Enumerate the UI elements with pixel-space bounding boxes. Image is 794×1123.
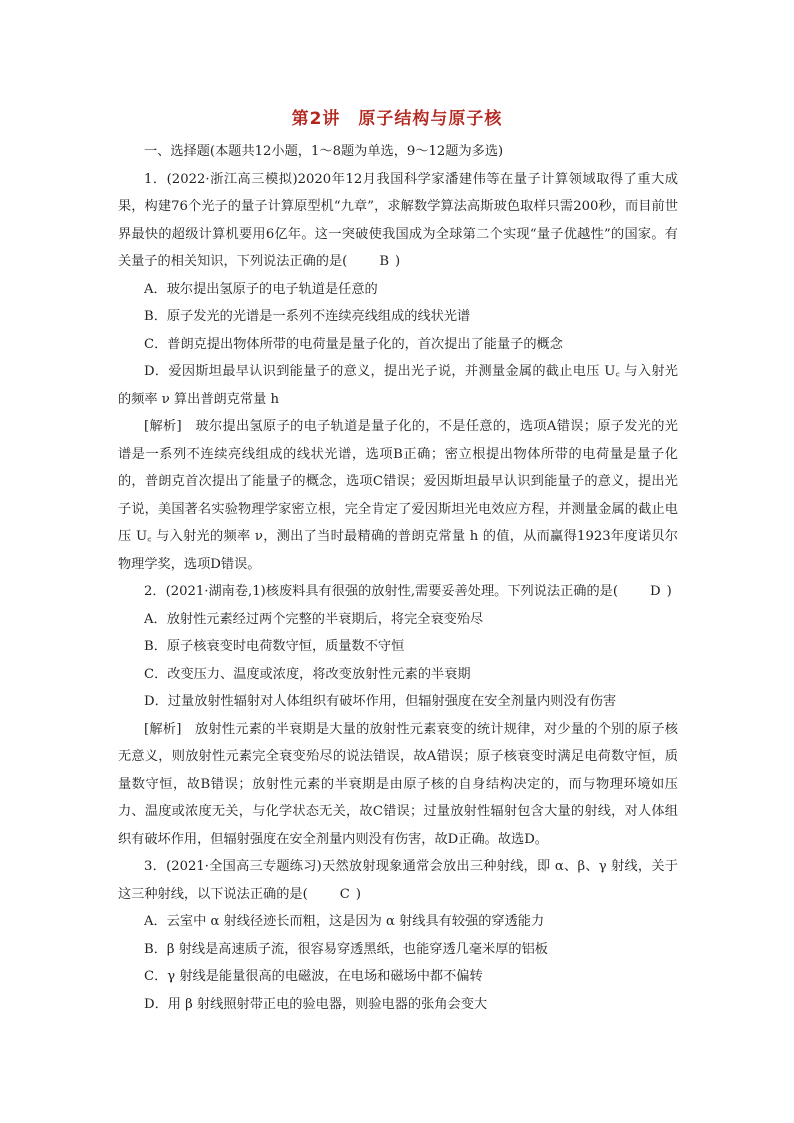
question-1-option-a: A．玻尔提出氢原子的电子轨道是任意的 [144, 281, 378, 297]
question-1-text: 1．(2022·浙江高三模拟)2020年12月我国科学家潘建伟等在量子计算领域取得了重大成果，构建76个光子的量子计算原型机“九章”，求解数学算法高斯玻色取样只需200秒，而目前世界最快的超级计算机要用6亿年。这一突破使我国成为全球第二个实现“量子优越性”的国家。有关量子的相关知识，下列说法正确的是( [118, 171, 678, 269]
question-1-option-b: B．原子发光的光谱是一系列不连续亮线组成的线状光谱 [144, 309, 471, 324]
question-2-answer: D [649, 584, 661, 599]
question-2-option-d: D．过量放射性辐射对人体组织有破坏作用，但辐射强度在安全剂量内则没有伤害 [144, 694, 617, 709]
question-1-close: ) [395, 254, 401, 269]
question-3-close: ) [355, 886, 362, 902]
question-2-analysis: [解析] 放射性元素的半衰期是大量的放射性元素衰变的统计规律，对少量的个别的原子核无意义，则放射性元素完全衰变殆尽的说法错误，故A错误；原子核衰变时满足电荷数守恒，质量数守恒，故B错误；放射性元素的半衰期是由原子核的自身结构决定的，而与物理环境如压力、温度或浓度无关，与化学状态无关，故C错误；过量放射性辐射包含大量的射线，对人体组织有破坏作用，但辐射强度在安全剂量内则没有伤害，故D正确。故选D。 [118, 721, 678, 847]
question-2-option-a: A．放射性元素经过两个完整的半衰期后，将完全衰变殆尽 [144, 611, 484, 627]
section-heading: 一、选择题(本题共12小题，1～8题为单选，9～12题为多选) [144, 144, 504, 159]
question-3-option-a: A．云室中 α 射线径迹长而粗，这是因为 α 射线具有较强的穿透能力 [144, 914, 545, 929]
question-2-text: 2．(2021·湖南卷,1)核废料具有很强的放射性,需要妥善处理。下列说法正确的是( [144, 584, 618, 599]
page-title: 第2讲 原子结构与原子核 [291, 109, 503, 129]
question-1-option-c: C．普朗克提出物体所带的电荷量是量子化的，首次提出了能量子的概念 [144, 336, 563, 352]
question-1-answer: B [379, 254, 390, 269]
question-2-option-c: C．改变压力、温度或浓度，将改变放射性元素的半衰期 [144, 666, 471, 682]
question-3-option-c: C．γ 射线是能量很高的电磁波，在电场和磁场中都不偏转 [144, 969, 483, 984]
question-1-stem [118, 166, 678, 276]
question-3-stem [118, 853, 678, 908]
question-3-option-b: B．β 射线是高速质子流，很容易穿透黑纸，也能穿透几毫米厚的铝板 [144, 941, 548, 957]
question-2-option-b: B．原子核衰变时电荷数守恒，质量数不守恒 [144, 639, 405, 654]
question-3-answer: C [339, 886, 350, 902]
question-3-option-d: D．用 β 射线照射带正电的验电器，则验电器的张角会变大 [144, 996, 488, 1012]
content-body [118, 138, 678, 1018]
question-2-stem [118, 578, 678, 606]
question-3-text: 3．(2021·全国高三专题练习)天然放射现象通常会放出三种射线，即 α、β、γ 射线，关于这三种射线，以下说法正确的是( [118, 859, 678, 902]
question-1-analysis: [解析] 玻尔提出氢原子的电子轨道是量子化的，不是任意的，选项A错误；原子发光的光谱是一系列不连续亮线组成的线状光谱，选项B正确；密立根提出物体所带的电荷量是量子化的，普朗克首次提出了能量子的概念，选项C错误；爱因斯坦最早认识到能量子的意义，提出光子说，美国著名实验物理学家密立根，完全肯定了爱因斯坦光电效应方程，并测量金属的截止电压 U꜀ 与入射光的频率 ν，测出了当时最精确的普朗克常量 h 的值，从而赢得1923年度诺贝尔物理学奖，选项D错误。 [118, 419, 678, 572]
question-2-close: ) [666, 584, 672, 599]
question-1-option-d: D．爱因斯坦最早认识到能量子的意义，提出光子说，并测量金属的截止电压 U꜀ 与入射光的频率 ν 算出普朗克常量 h [118, 364, 678, 407]
